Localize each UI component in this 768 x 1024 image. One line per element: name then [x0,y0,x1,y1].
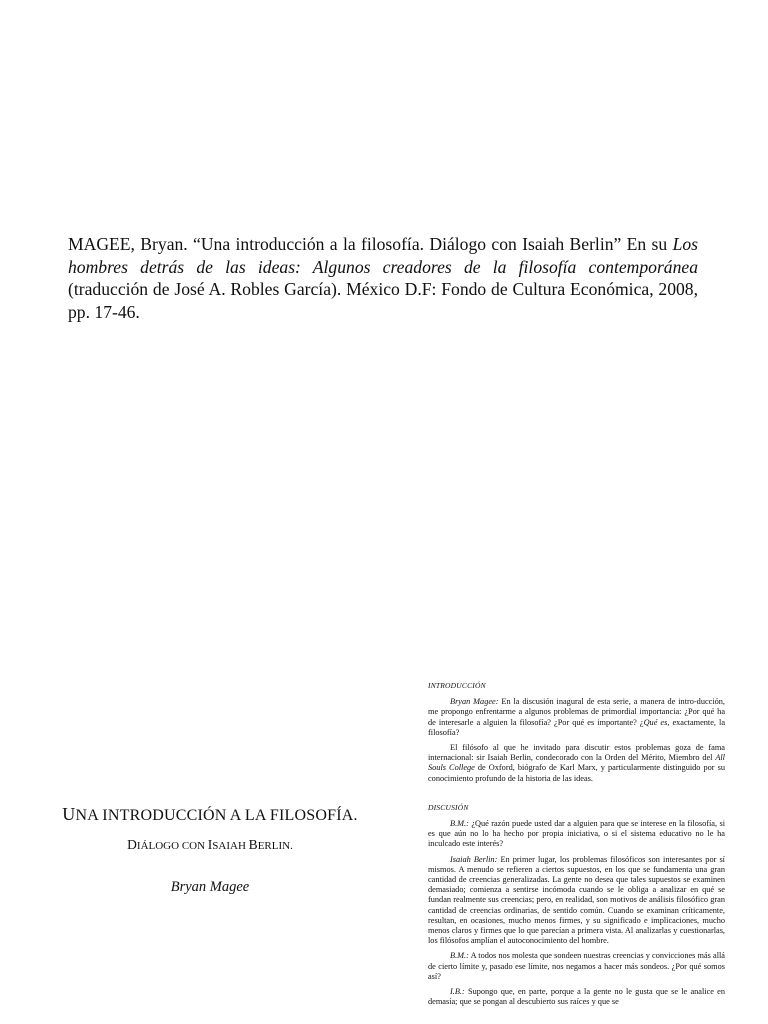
college-name: All Souls College [428,753,725,773]
subtitle-initial: D [127,837,137,852]
speaker-name: Isaiah Berlin: [450,854,498,864]
discussion-paragraph-4: I.B.: Supongo que, en parte, porque a la gente no le gusta que se le analice en demasía; que se pongan al descubierto sus raíces y que se [428,987,725,1007]
chapter-title-block [60,804,360,896]
speaker-name: B.M.: [450,951,469,961]
speaker-name: I.B.: [450,987,465,997]
citation-text-start: MAGEE, Bryan. “Una introducción a la filosofía. Diálogo con Isaiah Berlin” En su [68,234,673,254]
speaker-name: Bryan Magee: [450,697,499,707]
section-spacer [428,789,725,803]
discussion-paragraph-2: Isaiah Berlin: En primer lugar, los problemas filosóficos son interesantes por sí mismos. A menudo se refieren a ciertos supuestos, en los que se fundamenta una gran cantidad de creencias generalizadas. La gente no desea que tales supuestos se examinen demasiado; comienza a sentirse incómoda cuando se le obliga a analizar en qué se fundan realmente sus creencias; pero, en realidad, son motivos de análisis filosófico gran cantidad de creencias ordinarias, de sentido común. Cuando se examinan críticamente, resultan, en ocasiones, mucho menos firmes, y su significado e implicaciones, mucho menos claros y firmes que lo que parecían a primera vista. Al analizarlas y cuestionarlas, los filósofos amplían el autoconocimiento del hombre. [428,854,725,946]
chapter-subtitle [60,837,360,853]
discussion-paragraph-3: B.M.: A todos nos molesta que sondeen nuestras creencias y convicciones más allá de cierto límite y, pasado ese límite, nos negamos a hacer más sondeos. ¿Por qué somos así? [428,951,725,981]
citation-text-end: (traducción de José A. Robles García). México D.F: Fondo de Cultura Económica, 2008, pp. 17-46. [68,279,698,322]
bibliographic-citation [68,233,698,323]
chapter-title [60,804,360,825]
text-column [428,681,725,1012]
chapter-title-initial: U [62,804,76,824]
subtitle-surname-initial: B [248,837,258,852]
subtitle-surname: ERLIN. [257,840,293,852]
speaker-name: B.M.: [450,819,469,829]
subtitle-name-initial: I [207,837,213,852]
discussion-heading: DISCUSIÓN [428,802,469,812]
chapter-author: Bryan Magee [170,879,250,895]
intro-heading: INTRODUCCIÓN [428,681,486,690]
chapter-title-rest: NA INTRODUCCIÓN A LA FILOSOFÍA. [75,807,358,824]
citation-book-title: Los hombres detrás de las ideas: Algunos creadores de la filosofía contemporánea [68,234,698,277]
intro-paragraph-2: El filósofo al que he invitado para discutir estos problemas goza de fama internacional: sir Isaiah Berlin, condecorado con la Orden del Mérito, Miembro del All Souls College de Oxford, biógrafo de Karl Marx, y particularmente distinguido por su conocimiento profundo de la historia de las ideas. [428,743,725,783]
discussion-paragraph-1: B.M.: ¿Qué razón puede usted dar a alguien para que se interese en la filosofía, si es que aún no lo ha hecho por propia iniciativa, o si el sistema educativo no le ha inculcado este interés? [428,819,725,849]
intro-paragraph-1: Bryan Magee: En la discusión inagural de esta serie, a manera de intro-ducción, me propongo enfrentarme a algunos problemas de primordial importancia: ¿Por qué ha de interesarle a alguien la filosofía? ¿Por qué es importante? ¿Qué es, exactamente, la filosofía? [428,697,726,737]
subtitle-name: SAIAH [212,840,249,852]
subtitle-text: IÁLOGO CON [136,840,208,852]
